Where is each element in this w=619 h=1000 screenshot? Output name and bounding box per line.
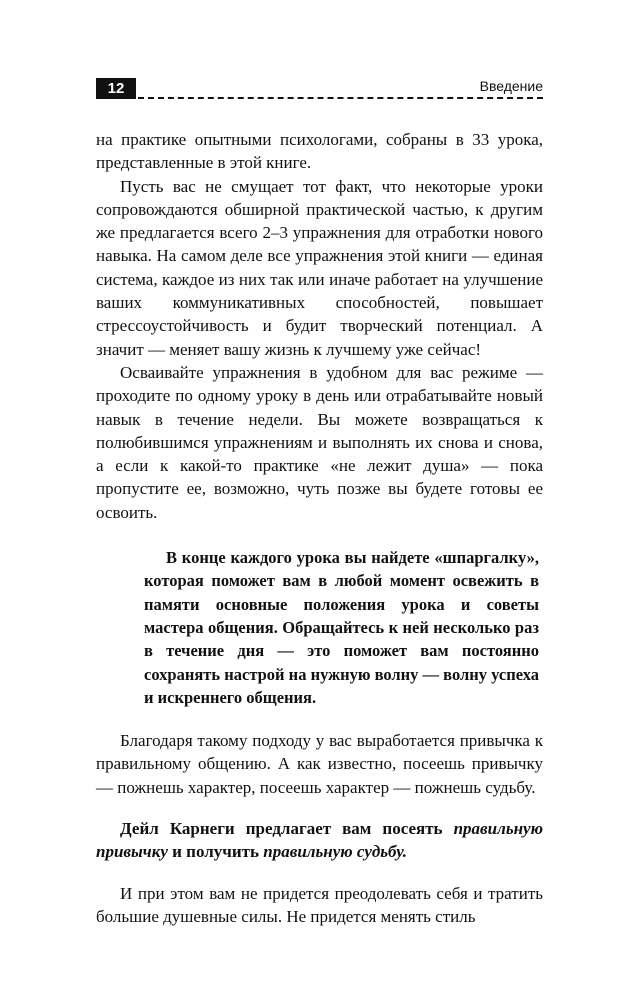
page-number: 12 (96, 78, 136, 99)
paragraph-2: Пусть вас не смущает тот факт, что некоторые уроки сопровождаются обширной практической частью, к другим же предлагается всего 2–3 упражнения для отработки нового навыка. На самом деле все упражнения этой книги — единая система, каждое из них так или иначе работает на улучшение ваших коммуникативных способностей, повышает стрессоустойчивость и будит творческий потенциал. А значит — меняет вашу жизнь к лучшему уже сейчас! (96, 176, 543, 359)
emphasis-italic-1: правильную привычку (96, 819, 543, 862)
paragraph-5-emphasis (96, 817, 543, 864)
header-dashed-rule (138, 97, 543, 99)
emphasis-text-2: и получить (167, 842, 264, 862)
paragraph-1: на практике опытными психологами, собраны в 33 урока, представленные в этой книге. (96, 130, 543, 173)
paragraph-6: И при этом вам не придется преодолевать себя и тратить большие душевные силы. Не придется менять стиль (96, 883, 543, 926)
paragraph-3: Осваивайте упражнения в удобном для вас режиме — проходите по одному уроку в день или отрабатывайте новый навык в течение недели. Вы можете возвращаться к полюбившимся упражнениям и выполнять их снова и снова, а если к какой-то практике «не лежит душа» — пока пропустите ее, возможно, чуть позже вы будете готовы ее освоить. (96, 362, 543, 522)
page-body (96, 128, 543, 928)
paragraph-4: Благодаря такому подходу у вас выработается привычка к правильному общению. А как известно, посеешь привычку — пожнешь характер, посеешь характер — пожнешь судьбу. (96, 731, 543, 797)
section-title: Введение (474, 78, 543, 94)
callout-note: В конце каждого урока вы найдете «шпаргалку», которая поможет вам в любой момент освежить в памяти основные положения урока и советы мастера общения. Обращайтесь к ней несколько раз в течение дня — это поможет вам постоянно сохранять настрой на нужную волну — волну успеха и искреннего общения. (144, 548, 539, 707)
emphasis-italic-2: правильную судьбу. (263, 842, 408, 862)
emphasis-text-1: Дейл Карнеги предлагает вам посеять (120, 819, 454, 839)
running-header (96, 78, 543, 100)
